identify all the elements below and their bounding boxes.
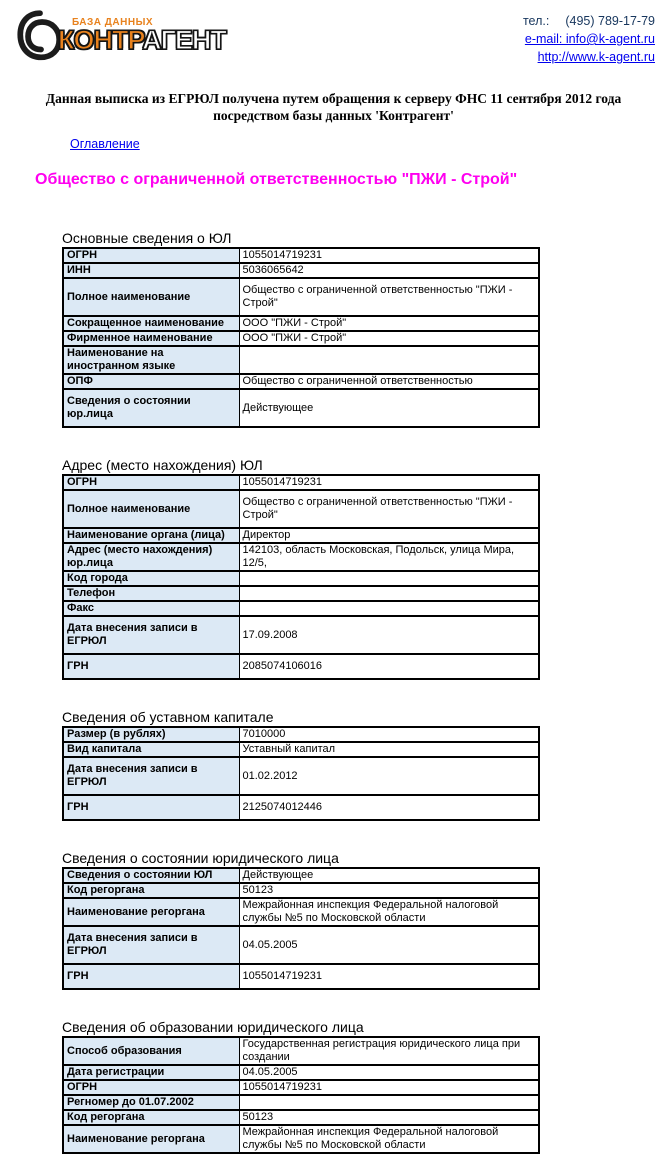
row-label-cell: Дата внесения записи в ЕГРЮЛ	[63, 926, 239, 964]
row-label-cell: Наименование регоргана	[63, 1125, 239, 1153]
contact-block	[523, 8, 655, 66]
row-label-cell: Код регоргана	[63, 883, 239, 898]
row-label-cell: ИНН	[63, 263, 239, 278]
phone-number: (495) 789-17-79	[565, 14, 655, 28]
email-link[interactable]: e-mail: info@k-agent.ru	[524, 32, 655, 46]
table-row	[63, 1095, 539, 1110]
table-row	[63, 616, 539, 654]
section	[62, 1019, 540, 1154]
row-label-cell: Дата внесения записи в ЕГРЮЛ	[63, 616, 239, 654]
table-row	[63, 475, 539, 490]
row-label-cell: Сведения о состоянии ЮЛ	[63, 868, 239, 883]
row-label-cell: Наименование регоргана	[63, 898, 239, 926]
row-value-cell	[239, 586, 539, 601]
extract-intro-text: Данная выписка из ЕГРЮЛ получена путем обращения к серверу ФНС 11 сентября 2012 года посредством базы данных 'Контрагент'	[45, 91, 622, 123]
section-heading: Основные сведения о ЮЛ	[62, 230, 232, 246]
phone-line	[523, 12, 655, 30]
row-label-cell: Дата внесения записи в ЕГРЮЛ	[63, 757, 239, 795]
row-value-cell: 04.05.2005	[239, 1065, 539, 1080]
section-table	[62, 474, 540, 680]
section	[62, 457, 540, 680]
row-label-cell: Наименование органа (лица)	[63, 528, 239, 543]
phone-label: тел.:	[522, 14, 550, 28]
table-row	[63, 571, 539, 586]
logo-wordmark-orange: КОНТР	[58, 24, 143, 55]
toc-link[interactable]: Оглавление	[70, 137, 140, 151]
section-heading: Сведения об образовании юридического лица	[62, 1019, 364, 1035]
row-label-cell: ГРН	[63, 964, 239, 989]
row-value-cell: 1055014719231	[239, 964, 539, 989]
row-label-cell: Вид капитала	[63, 742, 239, 757]
row-value-cell: ООО "ПЖИ - Строй"	[239, 331, 539, 346]
section-table	[62, 726, 540, 821]
page-header	[0, 0, 667, 66]
row-label-cell: Дата регистрации	[63, 1065, 239, 1080]
logo-wordmark-white: АГЕНТ	[142, 24, 226, 55]
section-heading: Сведения об уставном капитале	[62, 709, 274, 725]
table-row	[63, 374, 539, 389]
section	[62, 709, 540, 821]
row-label-cell: ОГРН	[63, 1080, 239, 1095]
row-value-cell: Межрайонная инспекция Федеральной налоговой службы №5 по Московской области	[239, 898, 539, 926]
row-value-cell: 2085074106016	[239, 654, 539, 679]
section	[62, 850, 540, 990]
row-label-cell: Адрес (место нахождения) юр.лица	[63, 543, 239, 571]
row-value-cell: Общество с ограниченной ответственностью "ПЖИ - Строй"	[239, 490, 539, 528]
kontragent-logo	[14, 8, 226, 62]
table-row	[63, 795, 539, 820]
row-label-cell: Способ образования	[63, 1037, 239, 1065]
row-label-cell: ОГРН	[63, 248, 239, 263]
row-label-cell: Код регоргана	[63, 1110, 239, 1125]
row-label-cell: ОГРН	[63, 475, 239, 490]
row-value-cell	[239, 346, 539, 374]
table-row	[63, 586, 539, 601]
row-value-cell: Межрайонная инспекция Федеральной налоговой службы №5 по Московской области	[239, 1125, 539, 1153]
row-value-cell	[239, 571, 539, 586]
row-value-cell: 1055014719231	[239, 1080, 539, 1095]
table-row	[63, 331, 539, 346]
row-value-cell: 142103, область Московская, Подольск, улица Мира, 12/5,	[239, 543, 539, 571]
row-label-cell: Фирменное наименование	[63, 331, 239, 346]
section-table	[62, 867, 540, 990]
table-row	[63, 1080, 539, 1095]
section	[62, 230, 540, 428]
row-label-cell: Факс	[63, 601, 239, 616]
table-row	[63, 1110, 539, 1125]
table-row	[63, 1065, 539, 1080]
row-label-cell: Код города	[63, 571, 239, 586]
logo-tagline: БАЗА ДАННЫХ	[72, 16, 154, 28]
row-label-cell: ГРН	[63, 654, 239, 679]
table-row	[63, 654, 539, 679]
company-title: Общество с ограниченной ответственностью "ПЖИ - Строй"	[35, 171, 518, 188]
row-value-cell	[239, 1095, 539, 1110]
row-value-cell: 1055014719231	[239, 475, 539, 490]
row-value-cell: Общество с ограниченной ответственностью	[239, 374, 539, 389]
row-value-cell: Действующее	[239, 868, 539, 883]
row-value-cell: 17.09.2008	[239, 616, 539, 654]
table-row	[63, 964, 539, 989]
row-label-cell: Наименование на иностранном языке	[63, 346, 239, 374]
table-row	[63, 1037, 539, 1065]
row-value-cell: Уставный капитал	[239, 742, 539, 757]
row-value-cell: 01.02.2012	[239, 757, 539, 795]
table-row	[63, 757, 539, 795]
table-row	[63, 601, 539, 616]
row-value-cell: 50123	[239, 883, 539, 898]
row-value-cell: Действующее	[239, 389, 539, 427]
row-label-cell: Телефон	[63, 586, 239, 601]
table-row	[63, 528, 539, 543]
section-table	[62, 247, 540, 428]
row-value-cell: Общество с ограниченной ответственностью "ПЖИ - Строй"	[239, 278, 539, 316]
section-table	[62, 1036, 540, 1154]
table-row	[63, 346, 539, 374]
row-value-cell: ООО "ПЖИ - Строй"	[239, 316, 539, 331]
row-label-cell: Размер (в рублях)	[63, 727, 239, 742]
table-row	[63, 883, 539, 898]
row-label-cell: Полное наименование	[63, 278, 239, 316]
row-label-cell: ОПФ	[63, 374, 239, 389]
table-row	[63, 278, 539, 316]
row-label-cell: Регномер до 01.07.2002	[63, 1095, 239, 1110]
row-label-cell: Сведения о состоянии юр.лица	[63, 389, 239, 427]
table-row	[63, 868, 539, 883]
table-row	[63, 248, 539, 263]
table-row	[63, 389, 539, 427]
toc-row	[70, 137, 667, 151]
table-row	[63, 926, 539, 964]
row-value-cell: 7010000	[239, 727, 539, 742]
logo-wordmark	[58, 26, 226, 54]
table-row	[63, 898, 539, 926]
section-heading: Адрес (место нахождения) ЮЛ	[62, 457, 263, 473]
sections	[62, 230, 540, 1154]
table-row	[63, 263, 539, 278]
row-value-cell: 1055014719231	[239, 248, 539, 263]
logo-text	[58, 17, 226, 54]
row-value-cell: 04.05.2005	[239, 926, 539, 964]
table-row	[63, 727, 539, 742]
website-link[interactable]: http://www.k-agent.ru	[537, 50, 655, 64]
row-label-cell: Сокращенное наименование	[63, 316, 239, 331]
row-value-cell: 2125074012446	[239, 795, 539, 820]
row-value-cell	[239, 601, 539, 616]
row-value-cell: 5036065642	[239, 263, 539, 278]
table-row	[63, 543, 539, 571]
section-heading: Сведения о состоянии юридического лица	[62, 850, 339, 866]
row-value-cell: Директор	[239, 528, 539, 543]
row-label-cell: ГРН	[63, 795, 239, 820]
row-value-cell: 50123	[239, 1110, 539, 1125]
table-row	[63, 316, 539, 331]
table-row	[63, 1125, 539, 1153]
table-row	[63, 742, 539, 757]
row-label-cell: Полное наименование	[63, 490, 239, 528]
row-value-cell: Государственная регистрация юридического лица при создании	[239, 1037, 539, 1065]
table-row	[63, 490, 539, 528]
